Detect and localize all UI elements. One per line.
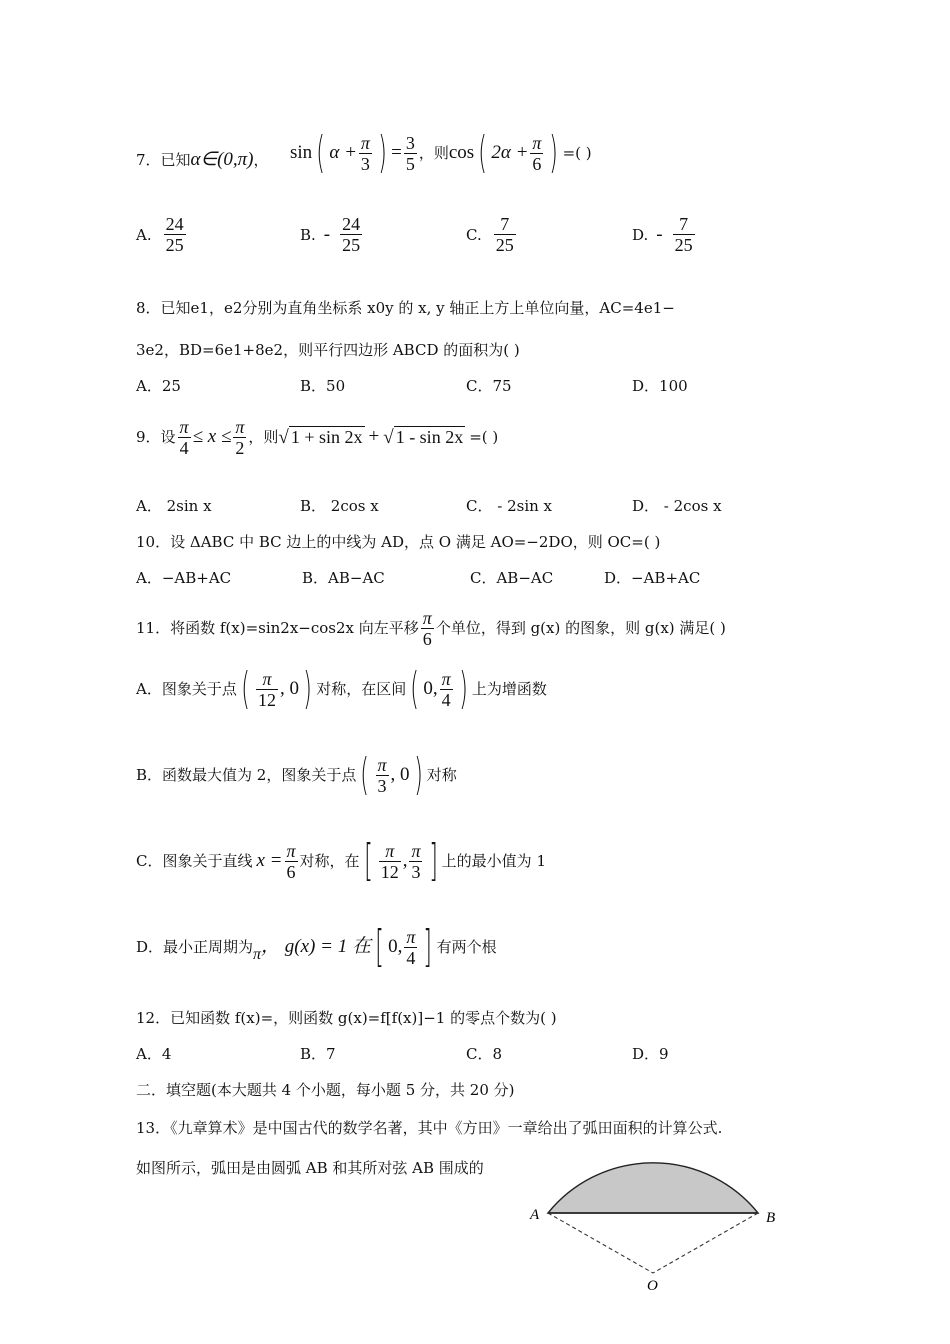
q7-lparen2: ( bbox=[478, 127, 488, 178]
q8-option-d: D．100 bbox=[632, 377, 688, 395]
q11-b-pi: π bbox=[377, 754, 387, 775]
q11-stem-pre: 11．将函数 f(x)=sin2x−cos2x 向左平移 bbox=[136, 619, 419, 637]
q11-c-mid: 对称，在 bbox=[299, 852, 360, 870]
q11-d-rbracket: ] bbox=[423, 921, 433, 972]
q11-six: 6 bbox=[422, 628, 432, 649]
q7-option-d-sign: - bbox=[656, 223, 663, 245]
q11-a-frac bbox=[256, 669, 278, 710]
q9-pi: π bbox=[179, 416, 189, 437]
q8-line1: 8．已知e1，e2分别为直角坐标系 x0y 的 x, y 轴正上方上单位向量，AC=4e1− bbox=[136, 299, 675, 317]
q11-d-zero: 0, bbox=[388, 936, 403, 957]
q11-d-frac bbox=[404, 927, 417, 968]
q12-option-c: C．8 bbox=[466, 1045, 503, 1063]
q7-option-c-frac bbox=[494, 214, 516, 255]
q11-b-pre: B．函数最大值为 2，图象关于点 bbox=[136, 766, 357, 784]
section-heading: 二．填空题(本大题共 4 个小题，每小题 5 分，共 20 分) bbox=[136, 1081, 515, 1099]
q10-stem: 10．设 ΔABC 中 BC 边上的中线为 AD，点 O 满足 AO=−2DO，则 OC=( ) bbox=[136, 533, 661, 551]
q9-root1: √ 1 + sin 2x bbox=[278, 426, 363, 448]
q11-c-twelve: 12 bbox=[380, 861, 399, 882]
q7-pi-over-3 bbox=[359, 133, 372, 174]
q7-eq: = bbox=[391, 142, 402, 163]
q7-option-b-den: 25 bbox=[342, 235, 361, 255]
arc-field-figure bbox=[520, 1150, 820, 1300]
q7-option-b-sign: - bbox=[323, 223, 331, 245]
q11-pi: π bbox=[422, 607, 432, 628]
q7-two-alpha: 2α + bbox=[491, 142, 529, 163]
q11-c-frac3 bbox=[409, 841, 422, 882]
q11-stem-post: 个单位，得到 g(x) 的图象，则 g(x) 满足( ) bbox=[435, 619, 726, 637]
q7-option-a-frac bbox=[164, 214, 186, 255]
q12-stem: 12．已知函数 f(x)=，则函数 g(x)=f[f(x)]−1 的零点个数为( ) bbox=[136, 1009, 557, 1027]
q10-option-b: B．AB−AC bbox=[302, 569, 385, 587]
q8-option-b: B．50 bbox=[300, 377, 346, 395]
q7-sep: ， bbox=[253, 151, 269, 169]
q11-b-post: 对称 bbox=[426, 766, 457, 784]
q11-a-frac2 bbox=[440, 669, 453, 710]
q9-option-b: B． 2cos x bbox=[300, 497, 379, 515]
q7-pi-over-6 bbox=[530, 133, 543, 174]
q11-c-three: 3 bbox=[411, 861, 421, 882]
q11-a-zero: , 0 bbox=[280, 678, 300, 699]
label-a: A bbox=[530, 1207, 540, 1223]
label-o: O bbox=[647, 1278, 658, 1294]
q11-c-pre: C．图象关于直线 bbox=[136, 852, 253, 870]
q11-c-lbracket: [ bbox=[363, 835, 373, 886]
q13-line1: 13．《九章算术》是中国古代的数学名著，其中《方田》一章给出了弧田面积的计算公式. bbox=[136, 1119, 723, 1137]
q8-option-c: C．75 bbox=[466, 377, 512, 395]
q7-option-a-den: 25 bbox=[165, 235, 184, 255]
q7-option-c bbox=[466, 214, 518, 255]
q9-four: 4 bbox=[179, 437, 189, 458]
q7-option-a bbox=[136, 214, 188, 255]
q9-root2-body: 1 - sin 2x bbox=[395, 426, 464, 447]
q9-number: 9．设 bbox=[136, 428, 176, 446]
q11-b-rparen: ) bbox=[413, 749, 423, 800]
q7-option-a-label: A. bbox=[136, 225, 152, 244]
q8-line2: 3e2，BD=6e1+8e2，则平行四边形 ABCD 的面积为( ) bbox=[136, 341, 520, 359]
q11-option-a bbox=[136, 664, 547, 714]
q7-tail: =( ) bbox=[562, 144, 592, 162]
q7-domain: α∈(0,π) bbox=[190, 149, 254, 170]
q7-pi: π bbox=[360, 132, 370, 153]
q11-d-pi2: π bbox=[406, 926, 416, 947]
q7-rparen2: ) bbox=[549, 127, 559, 178]
q7-option-b-label: B. bbox=[300, 225, 316, 244]
q7-lparen: ( bbox=[316, 127, 326, 178]
q11-a-lparen2: ( bbox=[410, 663, 420, 714]
q10-option-a: A．−AB+AC bbox=[136, 569, 232, 587]
q9-ineq: ≤ x ≤ bbox=[192, 426, 232, 447]
q7-option-b-num: 24 bbox=[342, 214, 361, 234]
q11-a-pi: π bbox=[262, 668, 272, 689]
q7-then: ，则 bbox=[418, 144, 449, 162]
label-b: B bbox=[766, 1210, 776, 1226]
q7-rparen: ) bbox=[378, 127, 387, 178]
q9-pi-over-4 bbox=[178, 417, 191, 458]
q11-d-pi: π bbox=[253, 946, 262, 963]
q11-b-zero: , 0 bbox=[390, 764, 410, 785]
q11-c-frac2 bbox=[379, 841, 401, 882]
q11-c-pi: π bbox=[286, 840, 296, 861]
q7-stem bbox=[136, 150, 269, 170]
q11-a-lparen: ( bbox=[241, 663, 250, 714]
q11-pi-over-6 bbox=[421, 608, 434, 649]
q7-alpha-plus: α + bbox=[329, 142, 357, 163]
q12-option-b: B．7 bbox=[300, 1045, 336, 1063]
q12-option-d: D．9 bbox=[632, 1045, 669, 1063]
q11-c-pi2: π bbox=[385, 840, 395, 861]
q10-option-c: C．AB−AC bbox=[470, 569, 554, 587]
q7-value-den: 5 bbox=[405, 153, 415, 174]
q11-b-lparen: ( bbox=[360, 749, 370, 800]
q11-option-b bbox=[136, 750, 457, 800]
q11-c-post: 上的最小值为 1 bbox=[441, 852, 546, 870]
q11-d-pre: D．最小正周期为 bbox=[136, 938, 254, 956]
q9-option-d: D． - 2cos x bbox=[632, 497, 722, 515]
q11-d-lbracket: [ bbox=[375, 921, 384, 972]
q11-d-g: ， g(x) = 1 在 bbox=[261, 936, 371, 957]
q9-root1-body: 1 + sin 2x bbox=[290, 426, 363, 447]
q11-c-six: 6 bbox=[286, 861, 296, 882]
q7-option-b bbox=[300, 214, 364, 255]
q11-a-pre: A．图象关于点 bbox=[136, 680, 237, 698]
q9-stem bbox=[136, 412, 498, 462]
q7-cos: cos bbox=[448, 142, 475, 163]
arc-segment bbox=[548, 1163, 758, 1213]
q11-b-three: 3 bbox=[377, 775, 387, 796]
q11-option-c bbox=[136, 836, 546, 886]
q10-option-d: D．−AB+AC bbox=[604, 569, 701, 587]
q7-option-b-frac bbox=[340, 214, 362, 255]
q11-stem bbox=[136, 606, 726, 650]
q11-option-d bbox=[136, 922, 497, 972]
q7-option-d bbox=[632, 214, 697, 255]
q11-a-four: 4 bbox=[441, 689, 451, 710]
q7-value-num: 3 bbox=[405, 132, 415, 153]
radius-ao bbox=[548, 1213, 653, 1273]
q7-three: 3 bbox=[360, 153, 370, 174]
q11-a-pi2: π bbox=[441, 668, 451, 689]
q13-line2: 如图所示，弧田是由圆弧 AB 和其所对弦 AB 围成的 bbox=[136, 1159, 484, 1177]
q9-two: 2 bbox=[235, 437, 245, 458]
q11-b-frac bbox=[376, 755, 389, 796]
q11-d-four: 4 bbox=[406, 947, 416, 968]
q7-option-c-num: 7 bbox=[500, 214, 510, 234]
q7-number: 7．已知 bbox=[136, 151, 191, 169]
q11-c-x-eq: x = bbox=[256, 850, 283, 871]
q7-option-d-frac bbox=[673, 214, 695, 255]
q11-a-post: 上为增函数 bbox=[471, 680, 547, 698]
q11-a-mid: 对称，在区间 bbox=[316, 680, 407, 698]
q7-pi2: π bbox=[532, 132, 542, 153]
q11-a-rparen: ) bbox=[303, 663, 312, 714]
q7-formula bbox=[290, 128, 592, 178]
q7-value bbox=[404, 133, 417, 174]
q7-sin: sin bbox=[290, 142, 313, 163]
q7-option-a-num: 24 bbox=[165, 214, 184, 234]
q11-a-zero2: 0, bbox=[423, 678, 438, 699]
q12-option-a: A．4 bbox=[136, 1045, 172, 1063]
q11-c-pi3: π bbox=[411, 840, 421, 861]
q7-option-d-label: D. bbox=[632, 225, 649, 244]
q9-tail: =( ) bbox=[469, 428, 499, 446]
q9-then: ，则 bbox=[248, 428, 279, 446]
q7-option-c-den: 25 bbox=[495, 235, 514, 255]
q7-option-c-label: C. bbox=[466, 225, 482, 244]
q9-pi-over-2 bbox=[233, 417, 246, 458]
q11-c-frac bbox=[285, 841, 298, 882]
q11-a-rparen2: ) bbox=[458, 663, 468, 714]
q11-c-comma: , bbox=[402, 850, 408, 871]
q11-a-twelve: 12 bbox=[258, 689, 277, 710]
q9-option-a: A． 2sin x bbox=[136, 497, 212, 515]
q9-option-c: C． - 2sin x bbox=[466, 497, 553, 515]
q8-option-a: A．25 bbox=[136, 377, 181, 395]
q9-root2: √ 1 - sin 2x bbox=[383, 426, 464, 448]
q7-option-d-num: 7 bbox=[679, 214, 689, 234]
q11-d-post: 有两个根 bbox=[436, 938, 497, 956]
q7-option-d-den: 25 bbox=[674, 235, 693, 255]
q9-plus: + bbox=[368, 426, 380, 447]
q7-six: 6 bbox=[532, 153, 542, 174]
q9-pi2: π bbox=[235, 416, 245, 437]
q11-c-rbracket: ] bbox=[428, 835, 438, 886]
radius-bo bbox=[653, 1213, 758, 1273]
